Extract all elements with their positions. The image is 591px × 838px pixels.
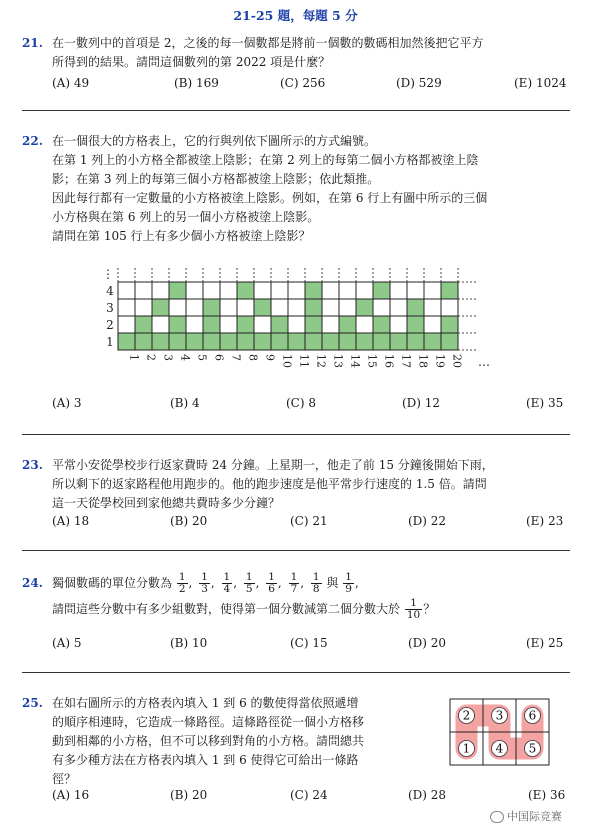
option-a[interactable]: (A) 5 bbox=[52, 636, 82, 650]
question-24 bbox=[22, 570, 570, 622]
column-label: 6 bbox=[212, 354, 226, 361]
path-grid-figure bbox=[448, 698, 552, 766]
question-21 bbox=[22, 34, 570, 72]
grid-cell-r4-c14 bbox=[339, 282, 356, 299]
question-number: 23. bbox=[22, 458, 43, 472]
grid-cell-r3-c18 bbox=[407, 299, 424, 316]
cell-number: 2 bbox=[462, 708, 471, 723]
column-label: 2 bbox=[144, 354, 158, 361]
grid-cell-r3-c19 bbox=[424, 299, 441, 316]
grid-cell-r4-c3 bbox=[152, 282, 169, 299]
column-label: 19 bbox=[433, 354, 447, 368]
fraction-1-3: $\frac{1}{3}$ bbox=[201, 571, 208, 595]
column-label: 8 bbox=[246, 354, 260, 361]
grid-cell-r3-c8 bbox=[237, 299, 254, 316]
grid-cell-r1-c14 bbox=[339, 333, 356, 350]
option-d[interactable]: (D) 28 bbox=[408, 788, 447, 802]
divider bbox=[22, 110, 570, 111]
grid-cell-r2-c11 bbox=[288, 316, 305, 333]
question-text bbox=[52, 694, 442, 789]
cell-number: 3 bbox=[495, 708, 504, 723]
grid-cell-r4-c8 bbox=[237, 282, 254, 299]
question-text bbox=[52, 570, 570, 622]
text-line: 小方格與在第 6 列上的另一個小方格被塗上陰影。 bbox=[52, 210, 320, 224]
column-label: 11 bbox=[297, 354, 311, 368]
text-line: 動到相鄰的小方格，但不可以移到對角的小方格。請問總共 bbox=[52, 734, 365, 748]
cell-number: 4 bbox=[495, 741, 504, 756]
grid-cell-r1-c7 bbox=[220, 333, 237, 350]
grid-cell-r3-c3 bbox=[152, 299, 169, 316]
grid-cell-r4-c17 bbox=[390, 282, 407, 299]
column-label: 10 bbox=[280, 354, 294, 368]
grid-cell-r1-c12 bbox=[305, 333, 322, 350]
option-e[interactable]: (E) 36 bbox=[528, 788, 566, 802]
column-label: 15 bbox=[365, 354, 379, 368]
answer-options-22 bbox=[52, 396, 570, 414]
option-e[interactable]: (E) 1024 bbox=[514, 76, 567, 90]
grid-cell-r1-c19 bbox=[424, 333, 441, 350]
grid-cell-r4-c5 bbox=[186, 282, 203, 299]
grid-cell-r2-c18 bbox=[407, 316, 424, 333]
grid-cell-r4-c2 bbox=[135, 282, 152, 299]
option-c[interactable]: (C) 8 bbox=[286, 396, 316, 410]
grid-cell-r2-c17 bbox=[390, 316, 407, 333]
divider bbox=[22, 550, 570, 551]
grid-cell-r2-c3 bbox=[152, 316, 169, 333]
option-a[interactable]: (A) 3 bbox=[52, 396, 82, 410]
grid-cell-r1-c16 bbox=[373, 333, 390, 350]
fraction-1-5: $\frac{1}{5}$ bbox=[245, 571, 253, 595]
text-line: 影；在第 3 列上的每第三個小方格都被塗上陰影；依此類推。 bbox=[52, 172, 380, 186]
grid-cell-r2-c13 bbox=[322, 316, 339, 333]
grid-cell-r4-c7 bbox=[220, 282, 237, 299]
grid-cell-r1-c10 bbox=[271, 333, 288, 350]
grid-cell-r3-c7 bbox=[220, 299, 237, 316]
option-a[interactable]: (A) 16 bbox=[52, 788, 90, 802]
option-e[interactable]: (E) 25 bbox=[526, 636, 564, 650]
grid-cell-r1-c15 bbox=[356, 333, 373, 350]
text-segment: 獨個數碼的單位分數為 bbox=[52, 576, 173, 590]
text-line: 有多少種方法在方格表內填入 1 到 6 使得它可給出一條路 bbox=[52, 753, 359, 767]
grid-cell-r4-c12 bbox=[305, 282, 322, 299]
column-label: 17 bbox=[399, 354, 413, 368]
grid-cell-r1-c3 bbox=[152, 333, 169, 350]
grid-cell-r4-c13 bbox=[322, 282, 339, 299]
grid-cell-r1-c20 bbox=[441, 333, 458, 350]
fraction-1-8: $\frac{1}{8}$ bbox=[312, 571, 320, 595]
text-line: 在如右圖所示的方格表內填入 1 到 6 的數使得當依照遞增 bbox=[52, 696, 359, 710]
cell-number: 6 bbox=[528, 708, 537, 723]
grid-cell-r2-c14 bbox=[339, 316, 356, 333]
grid-cell-r3-c12 bbox=[305, 299, 322, 316]
grid-cell-r1-c17 bbox=[390, 333, 407, 350]
text-line: 的順序相連時，它造成一條路徑。這條路徑從一個小方格移 bbox=[52, 715, 365, 729]
grid-cell-r1-c9 bbox=[254, 333, 271, 350]
grid-cell-r4-c15 bbox=[356, 282, 373, 299]
grid-cell-r3-c9 bbox=[254, 299, 271, 316]
option-d[interactable]: (D) 529 bbox=[396, 76, 442, 90]
option-b[interactable]: (B) 10 bbox=[170, 636, 208, 650]
grid-cell-r2-c12 bbox=[305, 316, 322, 333]
grid-cell-r3-c6 bbox=[203, 299, 220, 316]
column-label: 1 bbox=[127, 354, 141, 361]
text-segment: ？ bbox=[423, 602, 436, 616]
option-c[interactable]: (C) 256 bbox=[280, 76, 326, 90]
grid-cell-r2-c1 bbox=[118, 316, 135, 333]
grid-cell-r4-c20 bbox=[441, 282, 458, 299]
text-line: 平常小安從學校步行返家費時 24 分鐘。上星期一，他走了前 15 分鐘後開始下雨， bbox=[52, 458, 494, 472]
ellipsis-right: … bbox=[478, 355, 490, 369]
divider bbox=[22, 434, 570, 435]
fraction-1-9: $\frac{1}{9}$ bbox=[345, 571, 352, 595]
option-c[interactable]: (C) 21 bbox=[290, 514, 328, 528]
row-label: 3 bbox=[106, 301, 114, 315]
column-label: 4 bbox=[178, 354, 192, 361]
text-line: 這一天從學校回到家他總共費時多少分鐘？ bbox=[52, 496, 281, 510]
question-number: 24. bbox=[22, 576, 43, 590]
grid-cell-r1-c1 bbox=[118, 333, 135, 350]
grid-cell-r2-c19 bbox=[424, 316, 441, 333]
answer-options-23 bbox=[52, 514, 570, 532]
question-text bbox=[52, 456, 570, 513]
grid-cell-r1-c4 bbox=[169, 333, 186, 350]
grid-cell-r3-c2 bbox=[135, 299, 152, 316]
option-c[interactable]: (C) 15 bbox=[290, 636, 328, 650]
option-d[interactable]: (D) 12 bbox=[402, 396, 441, 410]
grid-cell-r3-c14 bbox=[339, 299, 356, 316]
option-e[interactable]: (E) 23 bbox=[526, 514, 564, 528]
column-label: 12 bbox=[314, 354, 328, 368]
grid-cell-r3-c20 bbox=[441, 299, 458, 316]
question-text bbox=[52, 34, 570, 72]
grid-cell-r3-c1 bbox=[118, 299, 135, 316]
text-segment: 與 bbox=[326, 576, 339, 590]
watermark: 中国际竞赛 bbox=[490, 808, 562, 824]
fraction-1-2: $\frac{1}{2}$ bbox=[178, 571, 186, 595]
option-b[interactable]: (B) 169 bbox=[174, 76, 219, 90]
grid-cell-r4-c11 bbox=[288, 282, 305, 299]
grid-cell-r3-c15 bbox=[356, 299, 373, 316]
answer-options-25 bbox=[52, 788, 570, 806]
text-segment: 請問這些分數中有多少組數對，使得第一個分數減第二個分數大於 bbox=[52, 602, 401, 616]
option-a[interactable]: (A) 49 bbox=[52, 76, 90, 90]
question-number: 25. bbox=[22, 696, 43, 710]
grid-cell-r1-c5 bbox=[186, 333, 203, 350]
divider bbox=[22, 672, 570, 673]
cell-number: 1 bbox=[462, 741, 471, 756]
option-b[interactable]: (B) 20 bbox=[170, 514, 208, 528]
grid-cell-r2-c10 bbox=[271, 316, 288, 333]
answer-options-21 bbox=[52, 76, 570, 94]
text-line: 在一個很大的方格表上，它的行與列依下圖所示的方式編號。 bbox=[52, 134, 377, 148]
grid-cell-r4-c19 bbox=[424, 282, 441, 299]
text-line: 在第 1 列上的小方格全都被塗上陰影；在第 2 列上的每第二個小方格都被塗上陰 bbox=[52, 153, 479, 167]
option-c[interactable]: (C) 24 bbox=[290, 788, 328, 802]
option-d[interactable]: (D) 20 bbox=[408, 636, 447, 650]
grid-cell-r1-c2 bbox=[135, 333, 152, 350]
grid-cell-r2-c15 bbox=[356, 316, 373, 333]
question-25 bbox=[22, 694, 442, 789]
option-b[interactable]: (B) 4 bbox=[170, 396, 200, 410]
row-label: 1 bbox=[106, 335, 114, 349]
grid-cell-r4-c18 bbox=[407, 282, 424, 299]
text-line: 在一數列中的首項是 2，之後的每一個數都是將前一個數的數碼相加然後把它平方 bbox=[52, 36, 484, 50]
column-label: 3 bbox=[161, 354, 175, 361]
grid-cell-r2-c16 bbox=[373, 316, 390, 333]
question-text bbox=[52, 132, 570, 246]
grid-cell-r2-c5 bbox=[186, 316, 203, 333]
question-23 bbox=[22, 456, 570, 513]
fraction-1-10: $\frac{1}{10}$ bbox=[406, 597, 421, 621]
grid-cell-r2-c20 bbox=[441, 316, 458, 333]
grid-cell-r1-c6 bbox=[203, 333, 220, 350]
shaded-grid-figure bbox=[90, 262, 490, 378]
question-number: 21. bbox=[22, 36, 43, 50]
fraction-line: 獨個數碼的單位分數為 $\frac{1}{2}$ , $\frac{1}{3}$ , $\frac{1}{4}$ , $\frac{1}{5}$ , $\frac{1}{6}$ , $\frac{1}{7}$ , $\frac{1}{8}$ 與 $\frac{1}{9}$ , bbox=[52, 571, 359, 595]
option-e[interactable]: (E) 35 bbox=[526, 396, 564, 410]
grid-cell-r2-c2 bbox=[135, 316, 152, 333]
grid-cell-r3-c17 bbox=[390, 299, 407, 316]
grid-cell-r2-c6 bbox=[203, 316, 220, 333]
text-line: 因此每行都有一定數量的小方格被塗上陰影。例如，在第 6 行上有圖中所示的三個 bbox=[52, 191, 488, 205]
question-number: 22. bbox=[22, 134, 43, 148]
section-header: 21-25 題，每題 5 分 bbox=[233, 8, 358, 23]
grid-cell-r1-c8 bbox=[237, 333, 254, 350]
column-label: 13 bbox=[331, 354, 345, 368]
grid-cell-r4-c9 bbox=[254, 282, 271, 299]
text-line: 所得到的結果。請問這個數列的第 2022 項是什麼？ bbox=[52, 55, 331, 69]
text-line: 徑？ bbox=[52, 772, 77, 786]
wechat-icon bbox=[490, 811, 504, 823]
option-a[interactable]: (A) 18 bbox=[52, 514, 90, 528]
column-label: 20 bbox=[450, 354, 464, 368]
grid-cell-r4-c1 bbox=[118, 282, 135, 299]
grid-cell-r3-c10 bbox=[271, 299, 288, 316]
option-b[interactable]: (B) 20 bbox=[170, 788, 208, 802]
text-line: 所以剩下的返家路程他用跑步的。他的跑步速度是他平常步行速度的 1.5 倍。請問 bbox=[52, 477, 487, 491]
grid-cell-r3-c11 bbox=[288, 299, 305, 316]
grid-cell-r1-c18 bbox=[407, 333, 424, 350]
grid-cell-r1-c13 bbox=[322, 333, 339, 350]
option-d[interactable]: (D) 22 bbox=[408, 514, 447, 528]
fraction-line bbox=[52, 596, 570, 622]
column-label: 5 bbox=[195, 354, 209, 361]
grid-cell-r2-c7 bbox=[220, 316, 237, 333]
grid-cell-r2-c4 bbox=[169, 316, 186, 333]
fraction-1-6: $\frac{1}{6}$ bbox=[268, 571, 275, 595]
grid-cell-r4-c6 bbox=[203, 282, 220, 299]
fraction-1-4: $\frac{1}{4}$ bbox=[223, 571, 231, 595]
grid-cell-r4-c16 bbox=[373, 282, 390, 299]
row-label: 4 bbox=[106, 284, 114, 298]
text-line: 請問在第 105 行上有多少個小方格被塗上陰影？ bbox=[52, 229, 311, 243]
cell-number: 5 bbox=[528, 741, 537, 756]
question-22 bbox=[22, 132, 570, 246]
grid-cell-r2-c9 bbox=[254, 316, 271, 333]
column-label: 14 bbox=[348, 354, 362, 368]
fraction-1-7: $\frac{1}{7}$ bbox=[290, 571, 298, 595]
grid-cell-r3-c13 bbox=[322, 299, 339, 316]
ellipsis-top: ⋮ bbox=[102, 267, 114, 281]
grid-cell-r4-c4 bbox=[169, 282, 186, 299]
column-label: 7 bbox=[229, 354, 243, 361]
column-label: 18 bbox=[416, 354, 430, 368]
column-label: 16 bbox=[382, 354, 396, 368]
grid-cell-r2-c8 bbox=[237, 316, 254, 333]
grid-cell-r3-c16 bbox=[373, 299, 390, 316]
column-label: 9 bbox=[263, 354, 277, 361]
grid-cell-r4-c10 bbox=[271, 282, 288, 299]
grid-cell-r1-c11 bbox=[288, 333, 305, 350]
answer-options-24 bbox=[52, 636, 570, 654]
grid-cell-r3-c4 bbox=[169, 299, 186, 316]
grid-cell-r3-c5 bbox=[186, 299, 203, 316]
row-label: 2 bbox=[106, 318, 114, 332]
